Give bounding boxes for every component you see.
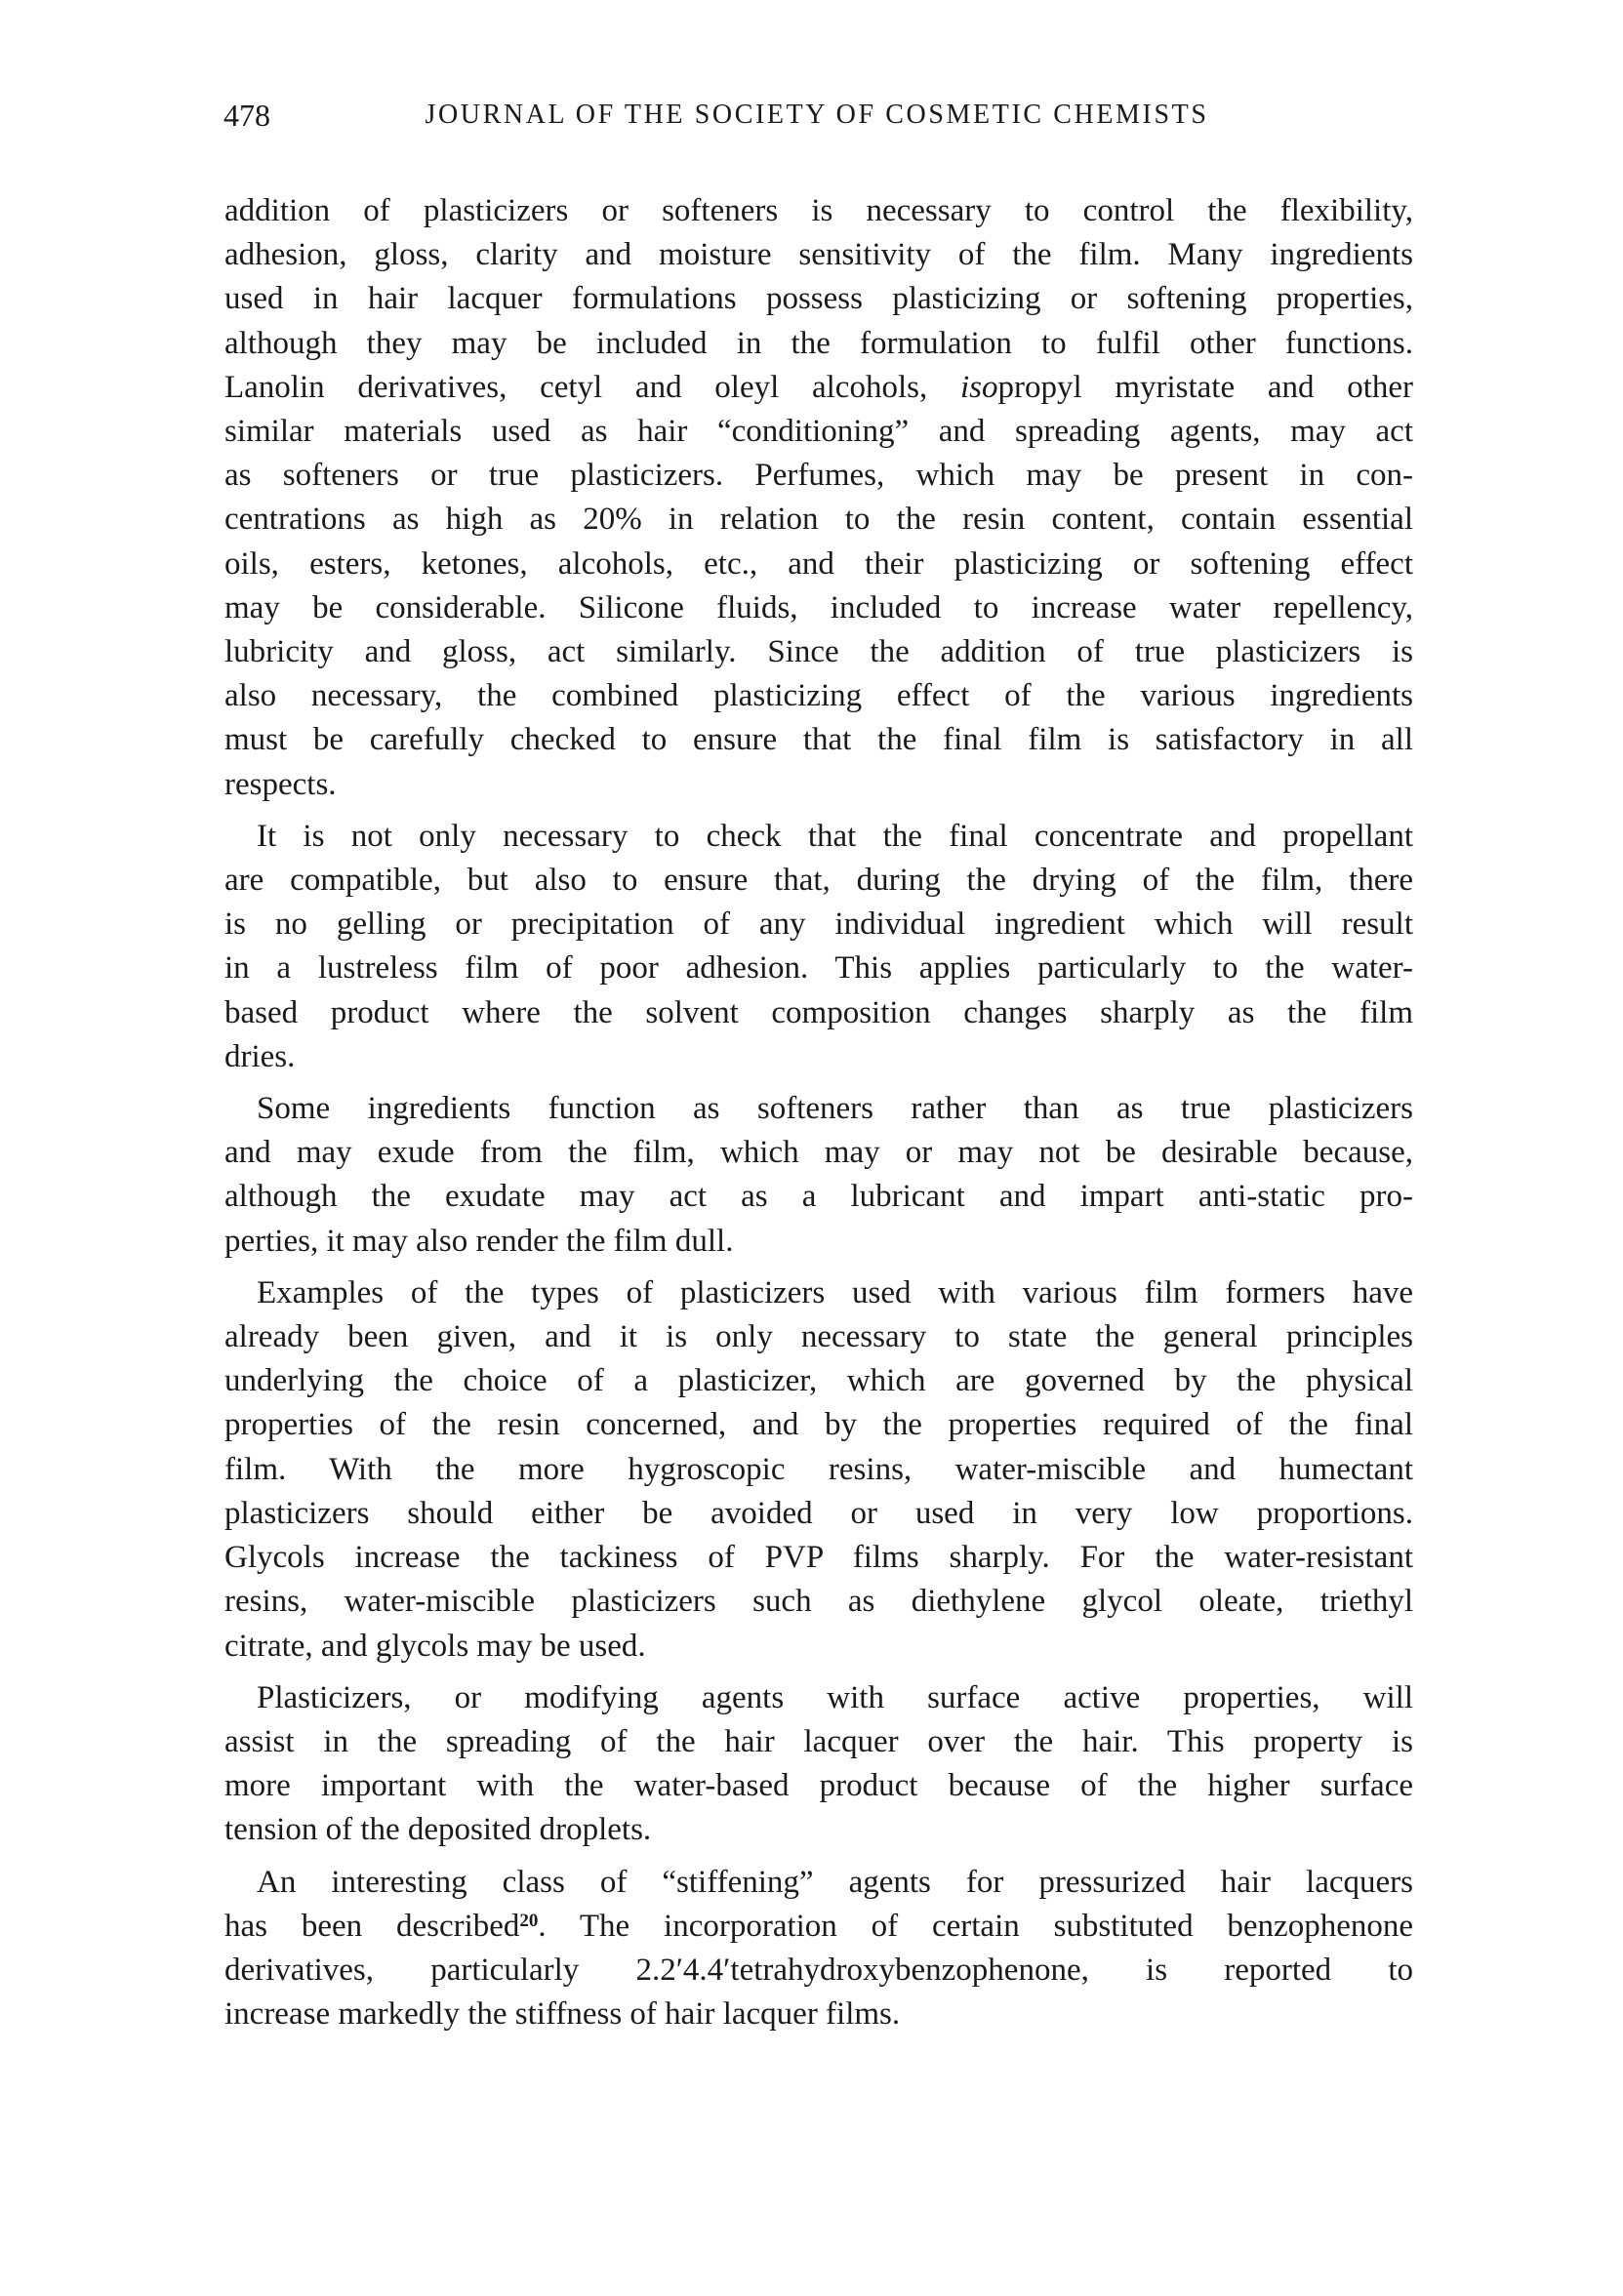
text-line: although they may be included in the formulation to fulfil other functions. [224, 325, 1413, 361]
text-segment: . The incorporation of certain substituted benzophenone [538, 1908, 1413, 1944]
text-line: centrations as high as 20% in relation to the resin content, contain essential [224, 502, 1413, 538]
text-line: It is not only necessary to check that the final concentrate and propellant [257, 818, 1413, 854]
text-line: perties, it may also render the film dull. [224, 1223, 734, 1259]
text-line: Some ingredients function as softeners rather than as true plasticizers [257, 1091, 1413, 1127]
text-line: assist in the spreading of the hair lacquer over the hair. This property is [224, 1723, 1413, 1759]
text-line: used in hair lacquer formulations possess plasticizing or softening properties, [224, 281, 1413, 317]
text-line: lubricity and gloss, act similarly. Since the addition of true plasticizers is [224, 634, 1413, 670]
text-line: more important with the water-based product because of the higher surface [224, 1768, 1413, 1804]
italic-text: iso [959, 369, 998, 405]
body-text [224, 189, 1413, 2044]
page-number: 478 [223, 98, 270, 133]
paragraph [224, 1087, 1413, 1264]
text-line: similar materials used as hair “conditioning” and spreading agents, may act [224, 414, 1413, 450]
text-segment: Lanolin derivatives, cetyl and oleyl alcohols, [224, 369, 960, 405]
text-line: also necessary, the combined plasticizing effect of the various ingredients [224, 678, 1413, 714]
text-segment: propyl myristate and other [997, 369, 1413, 405]
text-line: tension of the deposited droplets. [224, 1812, 652, 1848]
text-line: respects. [224, 766, 337, 802]
text-line: resins, water-miscible plasticizers such as diethylene glycol oleate, triethyl [224, 1584, 1413, 1620]
text-line [224, 366, 1413, 410]
text-line: dries. [224, 1038, 296, 1074]
text-line: film. With the more hygroscopic resins, water-miscible and humectant [224, 1451, 1413, 1487]
text-line: increase markedly the stiffness of hair lacquer films. [224, 1996, 901, 2033]
text-line: must be carefully checked to ensure that the final film is satisfactory in all [224, 722, 1413, 758]
text-line: Plasticizers, or modifying agents with surface active properties, will [257, 1679, 1413, 1715]
paragraph [224, 1861, 1413, 2037]
text-line: as softeners or true plasticizers. Perfumes, which may be present in con- [224, 458, 1413, 494]
text-line: and may exude from the film, which may or may not be desirable because, [224, 1135, 1413, 1171]
paragraph [224, 1676, 1413, 1853]
paragraph [224, 1271, 1413, 1669]
text-line: plasticizers should either be avoided or used in very low proportions. [224, 1495, 1413, 1531]
text-line: already been given, and it is only necessary to state the general principles [224, 1319, 1413, 1355]
text-line: derivatives, particularly 2.2′4.4′tetrahydroxybenzophenone, is reported to [224, 1952, 1413, 1988]
text-line: underlying the choice of a plasticizer, which are governed by the physical [224, 1363, 1413, 1399]
text-segment: has been described [224, 1908, 520, 1944]
text-line: An interesting class of “stiffening” agents for pressurized hair lacquers [257, 1864, 1413, 1900]
text-line: in a lustreless film of poor adhesion. This applies particularly to the water- [224, 950, 1413, 987]
running-head: JOURNAL OF THE SOCIETY OF COSMETIC CHEMISTS [425, 100, 1209, 130]
text-line: Glycols increase the tackiness of PVP films sharply. For the water-resistant [224, 1540, 1413, 1576]
text-line: properties of the resin concerned, and by the properties required of the final [224, 1407, 1413, 1443]
text-line: Examples of the types of plasticizers used with various film formers have [257, 1274, 1413, 1310]
text-line: although the exudate may act as a lubricant and impart anti-static pro- [224, 1179, 1413, 1215]
text-line: are compatible, but also to ensure that, during the drying of the film, there [224, 863, 1413, 899]
paragraph [224, 815, 1413, 1079]
text-line: based product where the solvent composition changes sharply as the film [224, 994, 1413, 1030]
footnote-ref: 20 [519, 1910, 539, 1931]
text-line: oils, esters, ketones, alcohols, etc., and their plasticizing or softening effect [224, 545, 1413, 582]
text-line: addition of plasticizers or softeners is necessary to control the flexibility, [224, 193, 1413, 228]
text-line: citrate, and glycols may be used. [224, 1628, 646, 1664]
paragraph [224, 189, 1413, 807]
text-line: may be considerable. Silicone fluids, included to increase water repellency, [224, 589, 1413, 625]
text-line: is no gelling or precipitation of any individual ingredient which will result [224, 906, 1413, 943]
text-line [224, 1905, 1413, 1949]
text-line: adhesion, gloss, clarity and moisture sensitivity of the film. Many ingredients [224, 237, 1413, 273]
